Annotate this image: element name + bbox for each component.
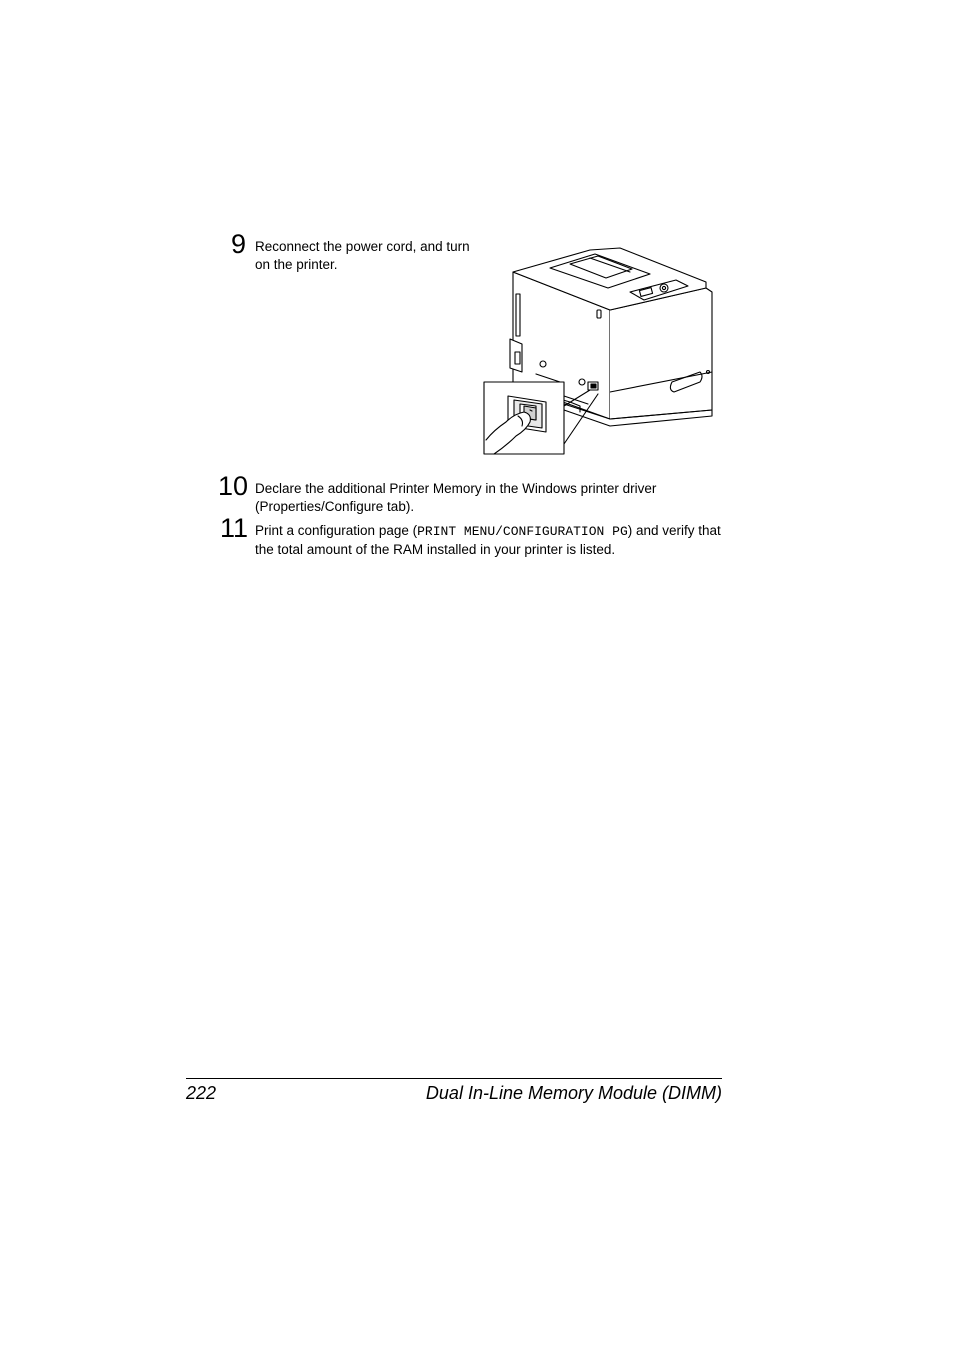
printer-power-switch-illustration <box>480 244 720 458</box>
step-number: 9 <box>231 229 247 259</box>
menu-path-code: PRINT MENU/CONFIGURATION PG <box>417 524 628 539</box>
step-instruction: Reconnect the power cord, and turn on the printer. <box>255 239 470 272</box>
step-number: 11 <box>220 513 249 543</box>
instruction-text-before: Print a configuration page ( <box>255 523 418 538</box>
step-number: 10 <box>218 471 249 501</box>
footer-section-title: Dual In-Line Memory Module (DIMM) <box>425 1083 722 1103</box>
footer-divider <box>186 1078 722 1079</box>
step-instruction: Declare the additional Printer Memory in the Windows printer driver (Properties/Configure tab). <box>255 481 657 514</box>
instruction-text-after: ) and verify that the total amount of the RAM installed in your printer is listed. <box>255 523 721 557</box>
step-instruction <box>255 522 725 559</box>
page-number: 222 <box>186 1083 217 1103</box>
